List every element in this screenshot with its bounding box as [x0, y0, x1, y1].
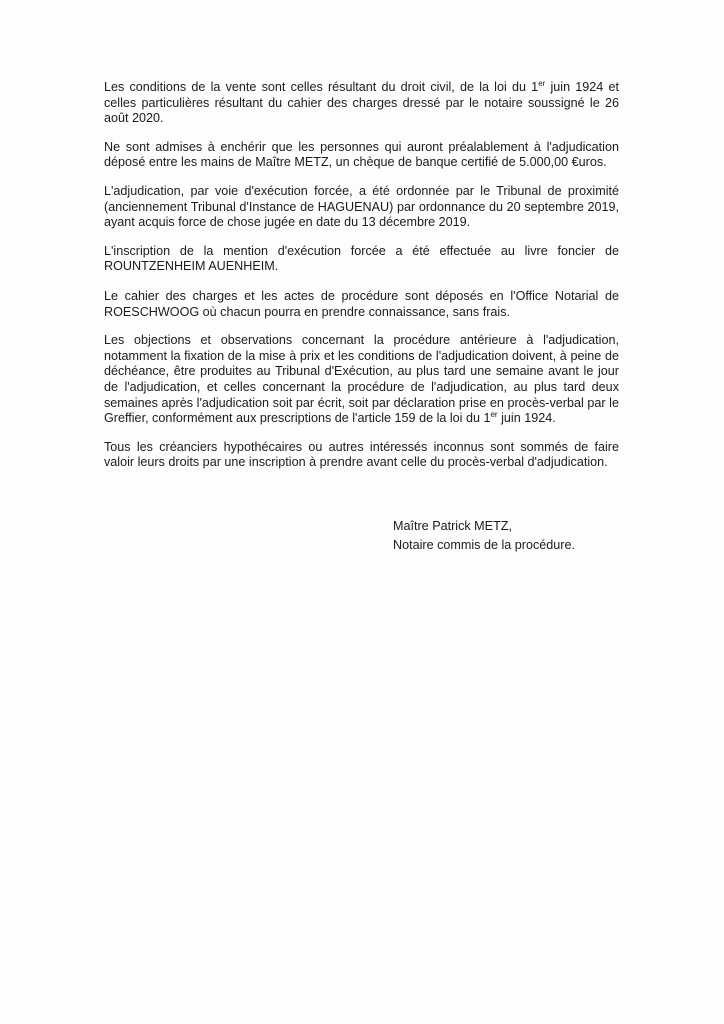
paragraph-sale-conditions: [104, 80, 619, 127]
paragraph-charges-deposit: Le cahier des charges et les actes de procédure sont déposés en l'Office Notarial de ROESCHWOOG où chacun pourra en prendre connaissance, sans frais.: [104, 288, 619, 319]
paragraph-forced-execution: L'adjudication, par voie d'exécution forcée, a été ordonnée par le Tribunal de proximité (anciennement Tribunal d'Instance de HAGUENAU) par ordonnance du 20 septembre 2019, ayant acquis force de chose jugée en date du 13 décembre 2019.: [104, 183, 619, 230]
ordinal-superscript: er: [538, 79, 546, 88]
paragraph-text: Les objections et observations concernant la procédure antérieure à l'adjudication, notamment la fixation de la mise à prix et les conditions de l'adjudication doivent, à peine de déchéance, être produites au Tribunal d'Exécution, au plus tard une semaine avant le jour de l'adjudication, et celles concernant la procédure de l'adjudication, au plus tard deux semaines après l'adjudication soit par écrit, soit par déclaration prise en procès-verbal par le Greffier, conformément aux prescriptions de l'article 159 de la loi du 1: [104, 333, 619, 426]
signatory-name: Maître Patrick METZ,: [393, 519, 512, 533]
signatory-role: Notaire commis de la procédure.: [393, 538, 575, 552]
paragraph-land-registry: L'inscription de la mention d'exécution forcée a été effectuée au livre foncier de ROUNTZENHEIM AUENHEIM.: [104, 243, 619, 274]
document-body: [104, 80, 619, 484]
signature-block: [393, 517, 575, 555]
ordinal-superscript: er: [490, 410, 498, 420]
paragraph-bidding-deposit: Ne sont admises à enchérir que les personnes qui auront préalablement à l'adjudication déposé entre les mains de Maître METZ, un chèque de banque certifié de 5.000,00 €uros.: [104, 139, 619, 170]
paragraph-text: Les conditions de la vente sont celles résultant du droit civil, de la loi du 1: [104, 80, 539, 94]
paragraph-objections: [104, 333, 619, 427]
paragraph-creditors: Tous les créanciers hypothécaires ou autres intéressés inconnus sont sommés de faire valoir leurs droits par une inscription à prendre avant celle du procès-verbal d'adjudication.: [104, 439, 619, 470]
paragraph-text: juin 1924 et celles particulières résultant du cahier des charges dressé par le notaire soussigné le 26 août 2020.: [104, 80, 620, 126]
paragraph-text: juin 1924.: [497, 411, 556, 426]
